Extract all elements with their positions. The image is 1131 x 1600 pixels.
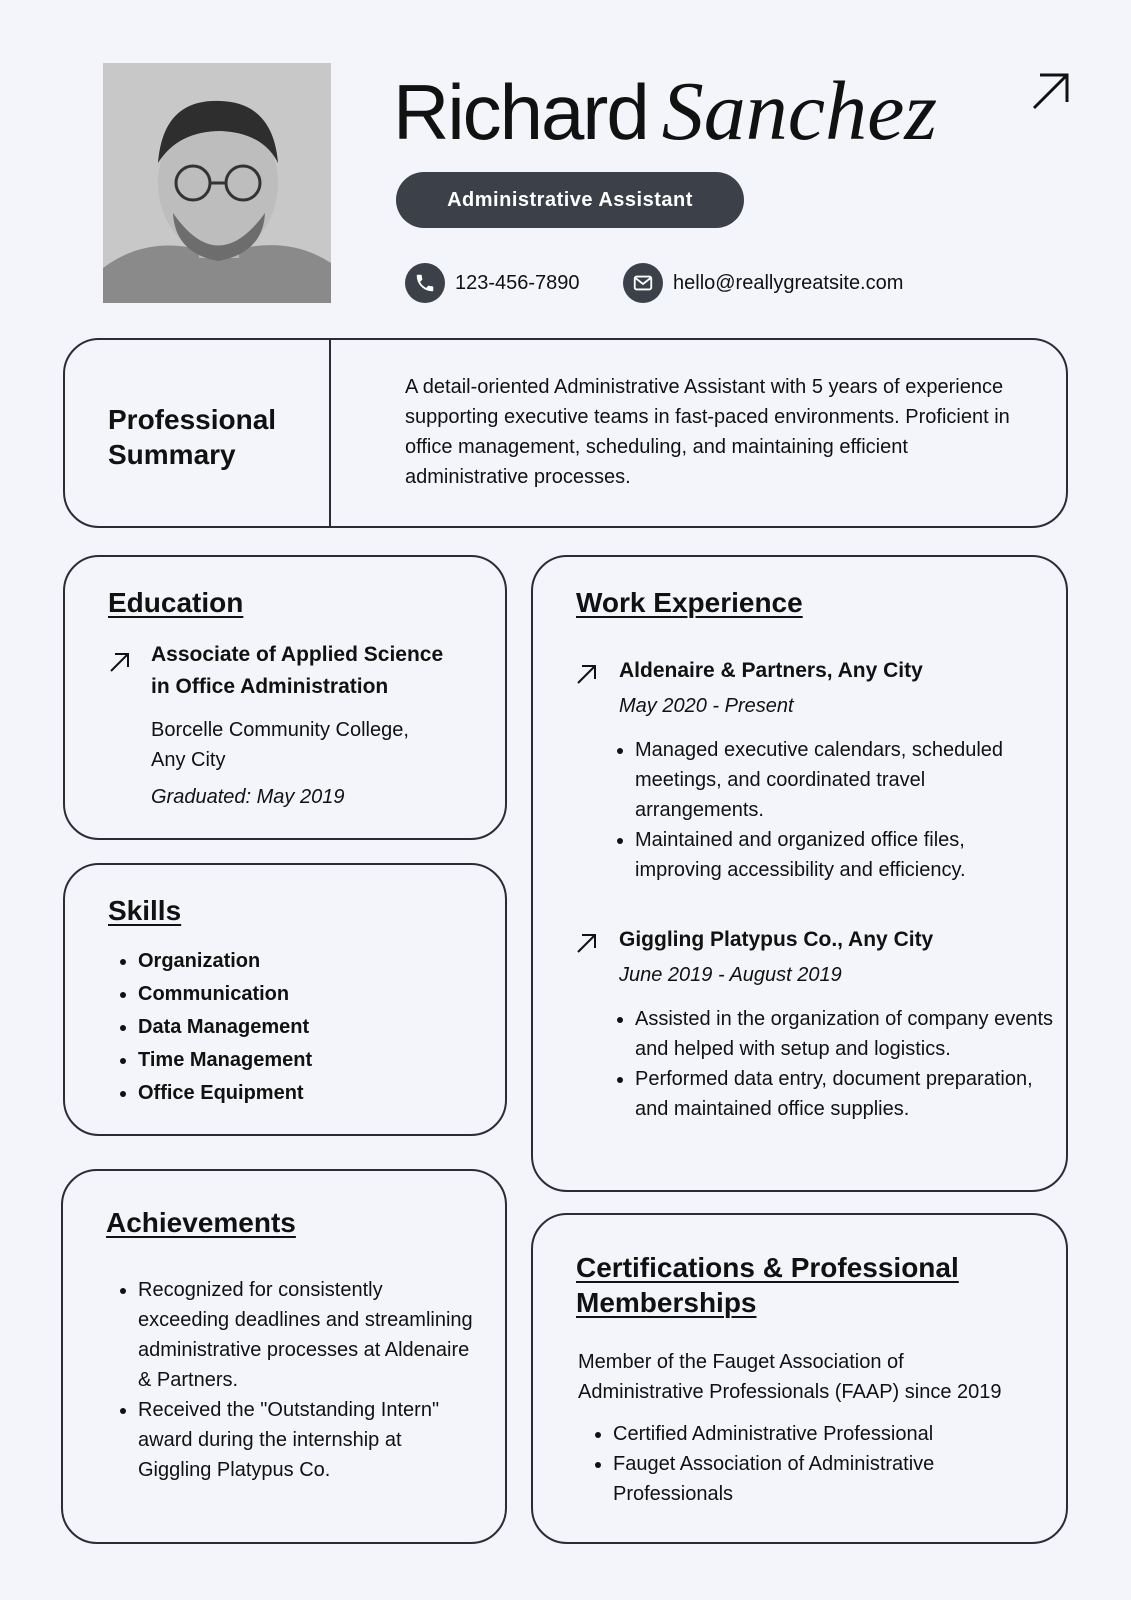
skills-heading: Skills [108,895,182,926]
education-heading: Education [108,587,244,618]
summary-heading [108,402,276,472]
skills-card [63,863,507,1136]
contact-phone[interactable] [405,262,580,304]
job-bullet: • Performed data entry, document preparation, and maintained office supplies. [635,1064,1055,1124]
job-bullets [611,1004,1055,1124]
phone-icon [405,263,445,303]
certifications-heading [576,1250,959,1320]
certifications-intro: Member of the Fauget Association of Administrative Professionals (FAAP) since 2019 [578,1351,1002,1403]
summary-divider [329,340,331,526]
achievement-item: • Received the "Outstanding Intern" award during the internship at Giggling Platypus Co. [138,1395,478,1485]
work-experience-card [531,555,1068,1192]
job-dates: May 2020 - Present [619,695,794,717]
mail-icon [623,263,663,303]
candidate-name [393,62,937,162]
education-card [63,555,507,840]
certifications-heading-line2: Memberships [576,1287,757,1318]
last-name: Sanchez [661,65,938,158]
achievements-card [61,1169,507,1544]
job-bullet: • Maintained and organized office files, improving accessibility and efficiency. [635,825,1035,885]
achievement-item: • Recognized for consistently exceeding deadlines and streamlining administrative processes at Aldenaire & Partners. [138,1275,478,1395]
job-company: Aldenaire & Partners, Any City [619,659,923,682]
skill-item: • Communication [138,978,498,1011]
job-title-badge: Administrative Assistant [396,172,744,228]
certification-item: • Certified Administrative Professional [613,1419,1043,1449]
arrow-up-right-icon [1030,70,1072,112]
skills-list [114,945,498,1110]
arrow-up-right-icon [576,663,598,685]
skill-item: • Data Management [138,1011,498,1044]
certification-item: • Fauget Association of Administrative Professionals [613,1449,1043,1509]
education-school: Borcelle Community College, Any City [151,719,409,771]
phone-number: 123-456-7890 [455,271,580,294]
certifications-heading-line1: Certifications & Professional [576,1252,959,1283]
arrow-up-right-icon [109,651,131,673]
summary-heading-line2: Summary [108,439,236,470]
certifications-card [531,1213,1068,1544]
contact-email[interactable] [623,262,903,304]
job-company: Giggling Platypus Co., Any City [619,928,934,951]
education-graduated: Graduated: May 2019 [151,786,345,808]
summary-heading-line1: Professional [108,404,277,435]
profile-photo [103,63,331,303]
achievements-heading: Achievements [106,1207,296,1238]
first-name: Richard [393,68,648,156]
job-bullet: • Assisted in the organization of company events and helped with setup and logistics. [635,1004,1055,1064]
job-dates: June 2019 - August 2019 [619,964,842,986]
job-bullets [611,735,1035,885]
job-bullet: • Managed executive calendars, scheduled meetings, and coordinated travel arrangements. [635,735,1035,825]
arrow-up-right-icon [576,932,598,954]
work-heading: Work Experience [576,587,803,618]
summary-text: A detail-oriented Administrative Assistant with 5 years of experience supporting executive teams in fast-paced environments. Proficient in office management, scheduling, and maintaining efficient administrative processes. [405,376,1010,488]
education-degree: Associate of Applied Science in Office Administration [151,643,444,698]
summary-card [63,338,1068,528]
achievements-list [114,1275,478,1485]
email-address: hello@reallygreatsite.com [673,271,904,294]
skill-item: • Office Equipment [138,1077,498,1110]
certifications-list [589,1419,1043,1509]
skill-item: • Organization [138,945,498,978]
skill-item: • Time Management [138,1044,498,1077]
